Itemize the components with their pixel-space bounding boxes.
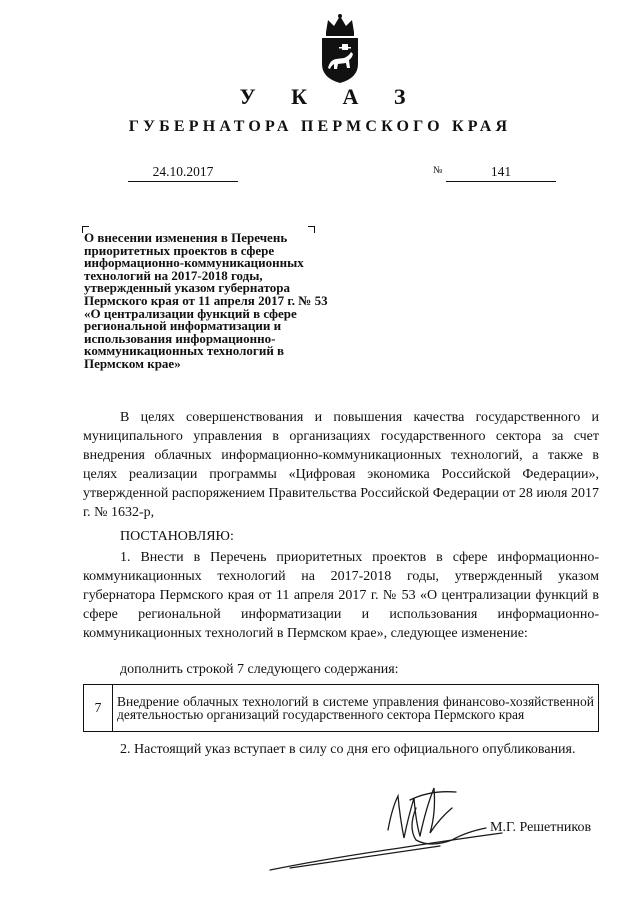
- document-type-title: У К А З: [239, 84, 421, 109]
- clause-1-paragraph: 1. Внести в Перечень приоритетных проектов в сфере информационно-коммуникационных технологий на 2017-2018 годы, утвержденный указом губернатора Пермского края от 11 апреля 2017 г. № 53 «О централизации функций в сфере региональной информатизации и использования информационно-коммуникационных технологий в Пермском крае», следующее изменение:: [83, 550, 599, 641]
- document-number: 141: [446, 164, 556, 182]
- number-sign: №: [433, 165, 443, 176]
- decree-word: ПОСТАНОВЛЯЮ:: [120, 529, 234, 544]
- issuer-title: ГУБЕРНАТОРА ПЕРМСКОГО КРАЯ: [128, 118, 512, 135]
- coat-of-arms-emblem: [318, 12, 362, 84]
- document-subject: О внесении изменения в Перечень приоритетных проектов в сфере информационно-коммуникационных технологий на 2017-2018 годы, утвержденный указом губернатора Пермского края от 11 апреля 2017 г. № 53 «О централизации функций в сфере региональной информатизации и использования информационно-коммуникационных технологий в Пермском крае»: [84, 230, 328, 371]
- table-cell-number: 7: [84, 685, 113, 732]
- inserted-table-row: [83, 684, 599, 732]
- handwritten-signature: [230, 778, 510, 878]
- signer-name: М.Г. Решетников: [490, 820, 592, 835]
- supplement-line: дополнить строкой 7 следующего содержания:: [120, 662, 399, 677]
- preamble-paragraph: В целях совершенствования и повышения качества государственного и муниципального управления в организациях государственного сектора за счет внедрения облачных информационно-коммуникационных технологий, а также в целях реализации программы «Цифровая экономика Российской Федерации», утвержденной распоряжением Правительства Российской Федерации от 28 июля 2017 г. № 1632-р,: [83, 410, 599, 520]
- table-cell-text: Внедрение облачных технологий в системе управления финансово-хозяйственной деятельностью организаций государственного сектора Пермского края: [113, 685, 599, 732]
- clause-2-paragraph: 2. Настоящий указ вступает в силу со дня его официального опубликования.: [120, 742, 576, 757]
- table-row: [84, 685, 599, 732]
- document-date: 24.10.2017: [128, 164, 238, 182]
